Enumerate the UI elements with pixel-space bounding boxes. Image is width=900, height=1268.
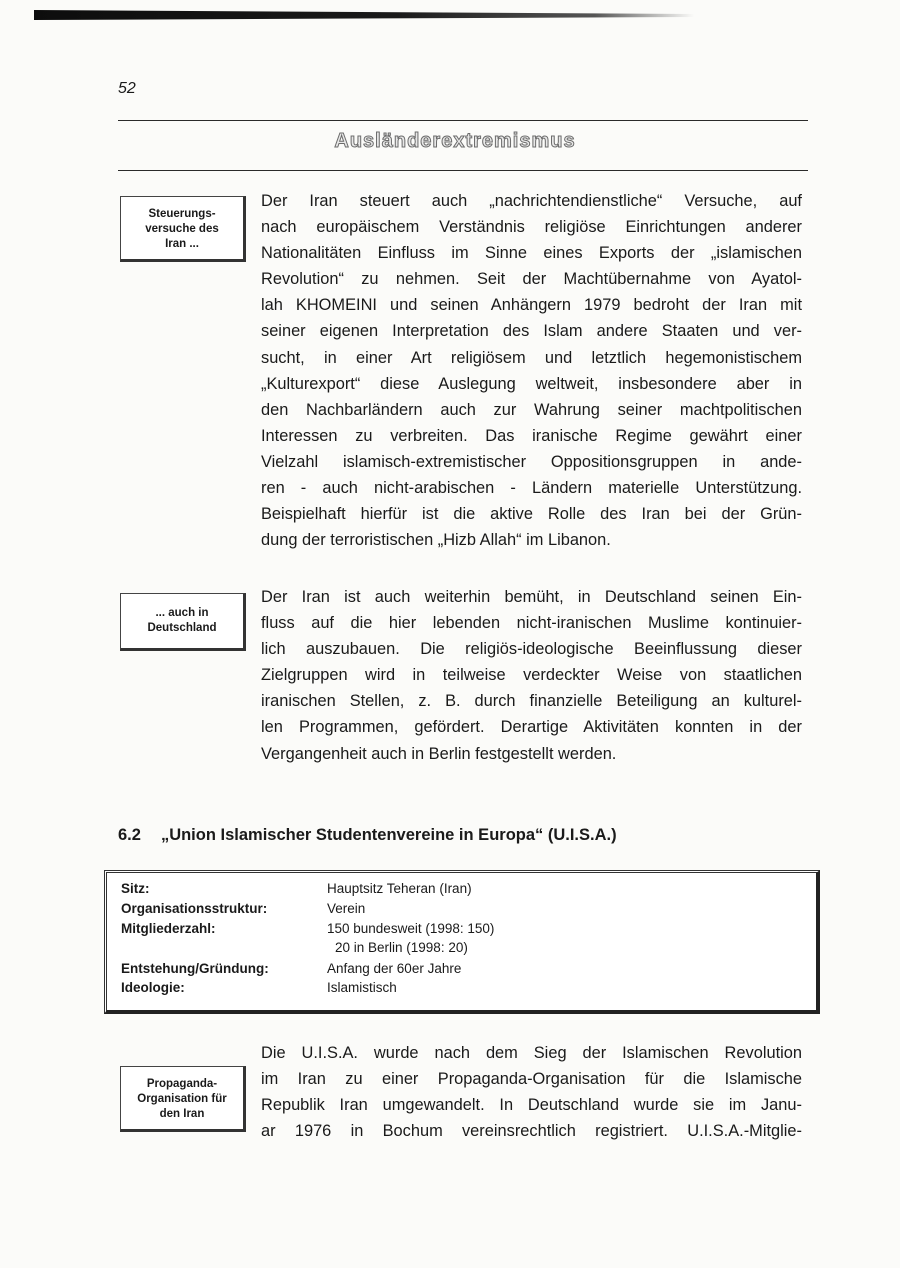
text-line: iranischen Stellen, z. B. durch finanzielle Beteiligung an kulturel- <box>261 692 802 711</box>
text-line: seiner eigenen Interpretation des Islam andere Staaten und ver- <box>261 322 802 341</box>
table-value: 150 bundesweit (1998: 150) <box>327 921 495 936</box>
section-title: „Union Islamischer Studentenvereine in Europa“ (U.I.S.A.) <box>160 826 617 844</box>
text-line: lich auszubauen. Die religiös-ideologische Beeinflussung dieser <box>261 640 802 659</box>
table-key: Ideologie: <box>121 980 185 995</box>
margin-note-deutschland <box>120 593 246 651</box>
paragraph-iran-deutschland <box>261 584 802 767</box>
text-line: Der Iran ist auch weiterhin bemüht, in Deutschland seinen Ein- <box>261 588 802 606</box>
header-rule-top <box>118 120 808 121</box>
margin-note-steuerungsversuche <box>120 196 246 262</box>
text-line: nach europäischem Verständnis religiöse Einrichtungen anderer <box>261 218 802 237</box>
margin-note-line: den Iran <box>159 1108 205 1120</box>
margin-note-line: ... auch in <box>155 607 209 619</box>
margin-note-line: Propaganda- <box>146 1078 218 1090</box>
margin-note-line: versuche des <box>145 223 219 235</box>
margin-note-line: Steuerungs- <box>148 208 216 220</box>
running-header: Ausländerextremismus <box>334 130 576 152</box>
text-line: lah KHOMEINI und seinen Anhängern 1979 bedroht der Iran mit <box>261 296 802 315</box>
page-number: 52 <box>118 80 136 97</box>
table-value: Anfang der 60er Jahre <box>327 961 462 976</box>
text-line: Zielgruppen wird in teilweise verdeckter Weise von staatlichen <box>261 666 802 685</box>
text-line: im Iran zu einer Propaganda-Organisation für die Islamische <box>261 1070 802 1089</box>
table-value: Verein <box>327 901 366 916</box>
text-line: ar 1976 in Bochum vereinsrechtlich registriert. U.I.S.A.-Mitglie- <box>261 1122 802 1141</box>
organisation-fact-table <box>104 870 820 1014</box>
table-key: Entstehung/Gründung: <box>121 961 269 976</box>
section-number: 6.2 <box>118 826 141 844</box>
margin-note-line: Iran ... <box>165 238 199 250</box>
margin-note-line: Organisation für <box>137 1093 227 1105</box>
margin-note-line: Deutschland <box>147 622 217 634</box>
paragraph-uisa <box>261 1040 802 1144</box>
text-line: Die U.I.S.A. wurde nach dem Sieg der Islamischen Revolution <box>261 1044 802 1062</box>
text-line: Vergangenheit auch in Berlin festgestellt werden. <box>261 744 617 763</box>
text-line: Republik Iran umgewandelt. In Deutschland wurde sie im Janu- <box>261 1096 802 1115</box>
section-heading <box>118 826 617 845</box>
table-key: Organisationsstruktur: <box>121 901 268 916</box>
table-value: 20 in Berlin (1998: 20) <box>335 940 468 955</box>
table-key: Sitz: <box>121 881 150 896</box>
top-scan-bar <box>34 10 694 20</box>
text-line: fluss auf die hier lebenden nicht-iranischen Muslime kontinuier- <box>261 614 802 633</box>
text-line: „Kulturexport“ diese Auslegung weltweit, insbesondere aber in <box>261 374 802 393</box>
text-line: len Programmen, gefördert. Derartige Aktivitäten konnten in der <box>261 718 802 737</box>
paragraph-iran-steuerung <box>261 188 802 553</box>
text-line: Interessen zu verbreiten. Das iranische Regime gewährt einer <box>261 426 802 445</box>
text-line: Beispielhaft hierfür ist die aktive Rolle des Iran bei der Grün- <box>261 505 802 524</box>
text-line: Revolution“ zu nehmen. Seit der Machtübernahme von Ayatol- <box>261 270 802 289</box>
text-line: dung der terroristischen „Hizb Allah“ im Libanon. <box>261 531 611 550</box>
table-value: Hauptsitz Teheran (Iran) <box>327 881 472 896</box>
text-line: den Nachbarländern auch zur Wahrung seiner machtpolitischen <box>261 400 802 419</box>
text-line: sucht, in einer Art religiösem und letztlich hegemonistischem <box>261 348 802 367</box>
text-line: Der Iran steuert auch „nachrichtendienstliche“ Versuche, auf <box>261 192 802 210</box>
table-value: Islamistisch <box>327 980 397 995</box>
text-line: Vielzahl islamisch-extremistischer Oppositionsgruppen in ande- <box>261 452 802 471</box>
table-key: Mitgliederzahl: <box>121 921 216 936</box>
text-line: Nationalitäten Einfluss im Sinne eines Exports der „islamischen <box>261 244 802 263</box>
margin-note-propaganda <box>120 1066 246 1132</box>
text-line: ren - auch nicht-arabischen - Ländern materielle Unterstützung. <box>261 479 802 498</box>
header-rule-bottom <box>118 170 808 171</box>
